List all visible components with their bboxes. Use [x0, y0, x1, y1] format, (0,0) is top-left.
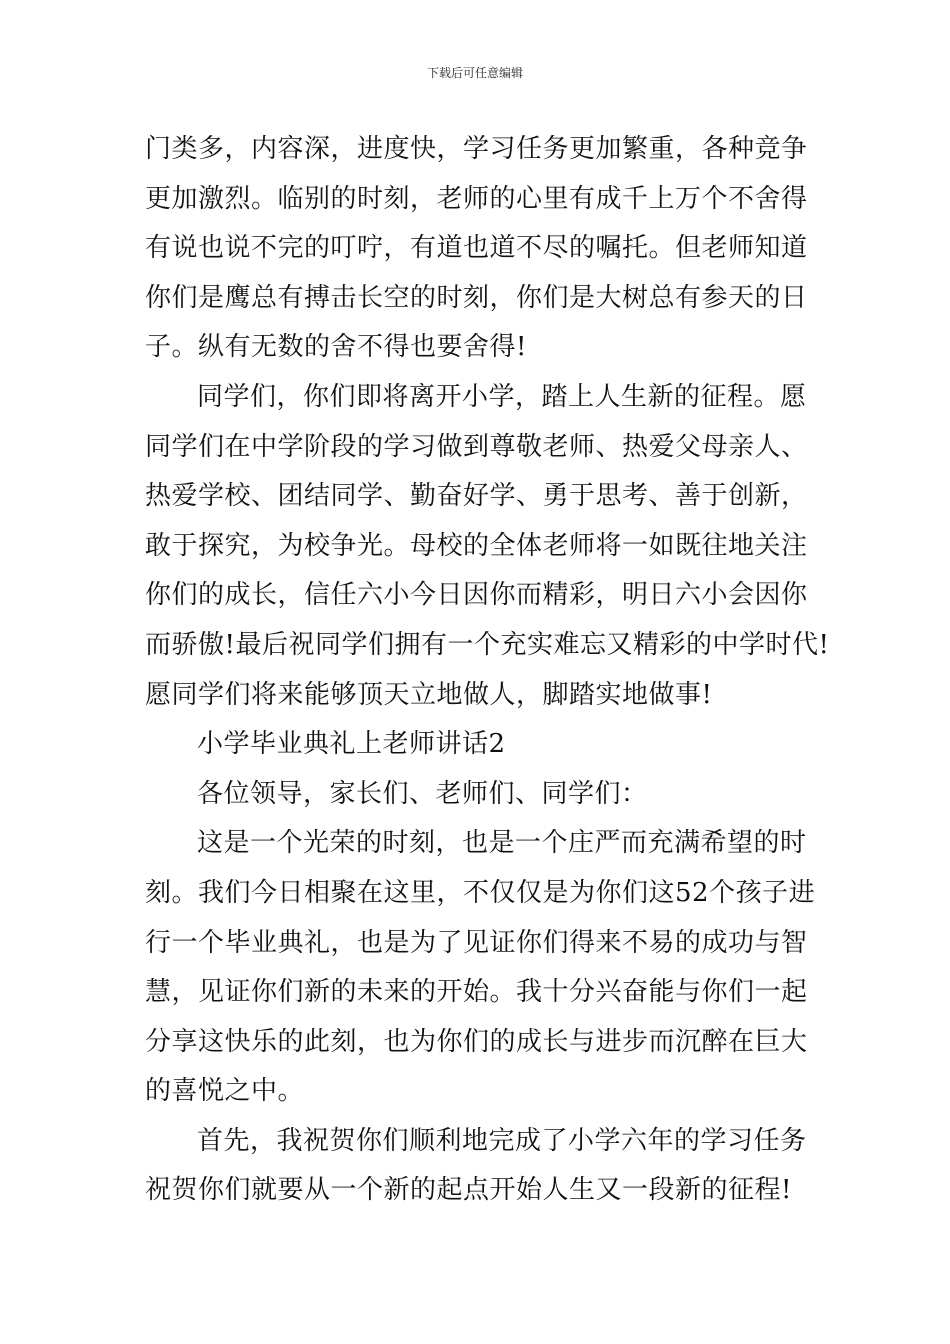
text-line: 你们是鹰总有搏击长空的时刻，你们是大树总有参天的日 [145, 282, 808, 313]
text-line: 更加激烈。临别的时刻，老师的心里有成千上万个不舍得 [145, 183, 808, 214]
text-line: 愿同学们将来能够顶天立地做人，脚踏实地做事! [145, 679, 713, 710]
page-header: 下载后可任意编辑 [426, 66, 523, 80]
paragraph-first-line: 首先，我祝贺你们顺利地完成了小学六年的学习任务 [197, 1125, 807, 1156]
section-heading: 小学毕业典礼上老师讲话2 [197, 729, 506, 760]
text-line: 你们的成长，信任六小今日因你而精彩，明日六小会因你 [145, 580, 808, 611]
text-line: 行一个毕业典礼，也是为了见证你们得来不易的成功与智 [145, 927, 808, 958]
text-line: 门类多，内容深，进度快，学习任务更加繁重，各种竞争 [145, 134, 808, 164]
text-line: 敢于探究，为校争光。母校的全体老师将一如既往地关注 [145, 530, 808, 561]
text-line: 刻。我们今日相聚在这里，不仅仅是为你们这52个孩子进 [145, 877, 816, 908]
text-line: 热爱学校、团结同学、勤奋好学、勇于思考、善于创新， [145, 481, 808, 512]
text-line: 分享这快乐的此刻，也为你们的成长与进步而沉醉在巨大 [145, 1026, 808, 1057]
text-line: 的喜悦之中。 [145, 1076, 305, 1107]
text-line: 有说也说不完的叮咛，有道也道不尽的嘱托。但老师知道 [145, 233, 808, 264]
paragraph-first-line: 同学们，你们即将离开小学，踏上人生新的征程。愿 [197, 381, 807, 412]
paragraph-first-line: 这是一个光荣的时刻，也是一个庄严而充满希望的时 [197, 828, 807, 859]
text-line: 子。纵有无数的舍不得也要舍得! [145, 332, 527, 363]
text-line: 而骄傲!最后祝同学们拥有一个充实难忘又精彩的中学时代! [145, 629, 830, 660]
salutation: 各位领导，家长们、老师们、同学们： [197, 778, 648, 809]
text-line: 慧，见证你们新的未来的开始。我十分兴奋能与你们一起 [145, 977, 808, 1008]
text-line: 同学们在中学阶段的学习做到尊敬老师、热爱父母亲人、 [145, 431, 808, 462]
document-body [145, 125, 830, 1216]
text-line: 祝贺你们就要从一个新的起点开始人生又一段新的征程! [145, 1175, 792, 1206]
